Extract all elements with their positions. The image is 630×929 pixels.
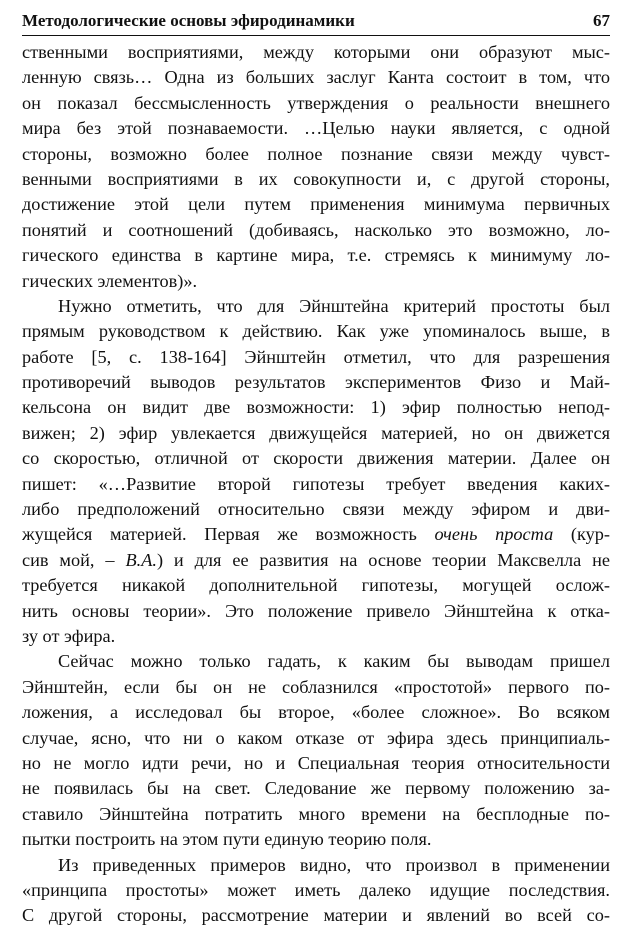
text-line: противоречий выводов результатов экспериментов Физо и Май- [22, 372, 610, 393]
text-line: либо предположений относительно связи между эфиром и дви- [22, 499, 610, 520]
text-line: вижен; 2) эфир увлекается движущейся материей, но он движется [22, 422, 610, 443]
text-line: Сейчас можно только гадать, к каким бы выводам пришел [58, 651, 610, 672]
paragraph-2 [22, 294, 610, 649]
text-line: С другой стороны, рассмотрение материи и явлений во всей со- [22, 905, 610, 926]
text-line: ставило Эйнштейна потратить много времени на бесплодные по- [22, 803, 610, 824]
paragraph-1 [22, 40, 610, 294]
book-page [22, 10, 610, 926]
text-line: зу от эфира. [22, 625, 116, 646]
text-segment: ) и для ее развития на основе теории Максвелла не [156, 549, 610, 570]
text-line: Из приведенных примеров видно, что произвол в применении [58, 854, 610, 875]
text-line: работе [5, с. 138-164] Эйнштейн отметил, что для разрешения [22, 346, 610, 367]
text-segment: (кур- [553, 524, 610, 545]
italic-emphasis: очень проста [434, 524, 554, 545]
text-line: «принципа простоты» может иметь далеко идущие последствия. [22, 879, 610, 900]
text-line: гического единства в картине мира, т.е. стремясь к минимуму ло- [22, 245, 610, 266]
text-line: мира без этой познаваемости. …Целью науки является, с одной [22, 118, 610, 139]
text-line: но не могло идти речи, но и Специальная теория относительности [22, 752, 610, 773]
paragraph-4 [22, 853, 610, 929]
text-line: ленную связь… Одна из больших заслуг Канта состоит в том, что [22, 67, 610, 88]
text-segment: жущейся материей. Первая же возможность [22, 524, 435, 545]
text-line: ложения, а исследовал бы второе, «более сложное». Во всяком [22, 702, 610, 723]
text-line: достижение этой цели путем применения минимума первичных [22, 194, 610, 215]
text-line: прямым руководством к действию. Как уже упоминалось выше, в [22, 321, 610, 342]
paragraph-3 [22, 649, 610, 852]
text-line-with-italic [22, 522, 610, 547]
text-line: Эйнштейн, если бы он не соблазнился «простотой» первого по- [22, 676, 610, 697]
running-title: Методологические основы эфиродинамики [22, 11, 355, 30]
text-line: кельсона он видит две возможности: 1) эфир полностью непод- [22, 397, 610, 418]
running-header [22, 10, 610, 36]
text-line-with-italic [22, 548, 610, 573]
text-line: стороны, возможно более полное познание связи между чувст- [22, 143, 610, 164]
italic-initials: В.А. [125, 549, 157, 570]
text-line: ственными восприятиями, между которыми они образуют мыс- [22, 42, 610, 62]
text-line: он показал бессмысленность утверждения о реальности внешнего [22, 92, 610, 113]
text-line: понятий и соотношений (добиваясь, насколько это возможно, ло- [22, 219, 610, 240]
text-line: пытки построить на этом пути единую теорию поля. [22, 829, 432, 850]
text-segment: сив мой, – [22, 549, 126, 570]
text-line: нить основы теории». Это положение привело Эйнштейна к отка- [22, 600, 610, 621]
text-line: Нужно отметить, что для Эйнштейна критерий простоты был [58, 295, 610, 316]
text-line: не появилась бы на свет. Следование же первому положению за- [22, 778, 610, 799]
text-line: пишет: «…Развитие второй гипотезы требует введения каких- [22, 473, 610, 494]
page-number: 67 [593, 11, 610, 30]
text-line: со скоростью, отличной от скорости движения материи. Далее он [22, 448, 610, 469]
text-line: требуется никакой дополнительной гипотезы, могущей ослож- [22, 575, 610, 596]
text-line: случае, ясно, что ни о каком отказе от эфира здесь принципиаль- [22, 727, 610, 748]
text-line: гических элементов)». [22, 270, 198, 291]
body-text [22, 40, 610, 929]
text-line: венными восприятиями в их совокупности и, с другой стороны, [22, 168, 610, 189]
